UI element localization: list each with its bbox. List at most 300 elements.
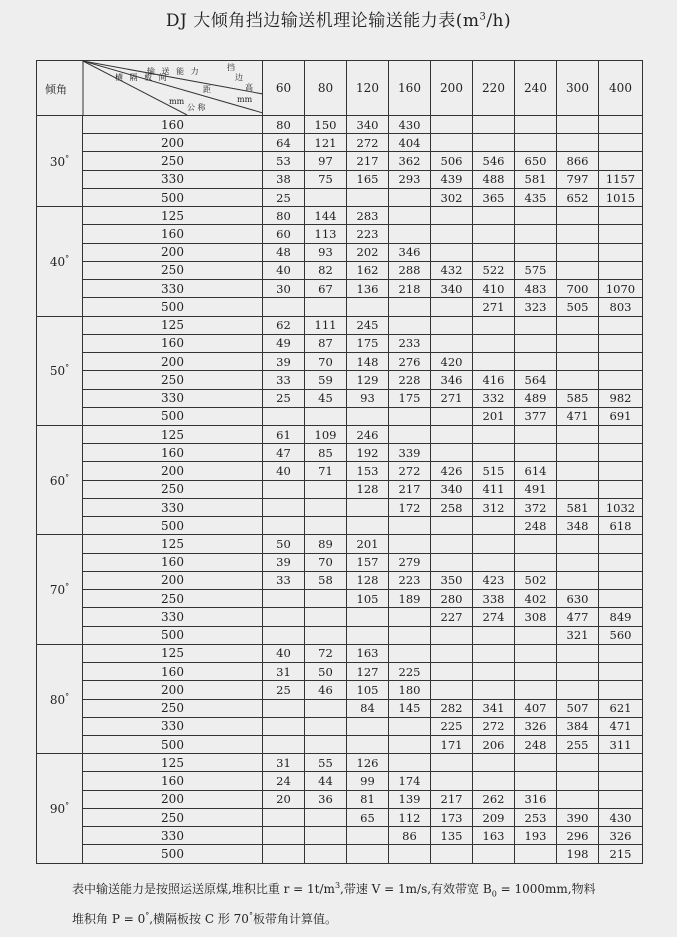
capacity-cell: 410 [473,280,515,298]
capacity-cell [389,535,431,553]
capacity-cell: 112 [389,808,431,826]
capacity-cell [599,134,643,152]
capacity-cell [515,425,557,443]
capacity-cell [347,498,389,516]
capacity-cell: 276 [389,353,431,371]
capacity-cell [473,425,515,443]
spacing-cell: 250 [83,152,263,170]
capacity-cell [389,425,431,443]
spacing-cell: 250 [83,480,263,498]
capacity-cell [557,571,599,589]
table-row [37,681,643,699]
capacity-cell [557,480,599,498]
table-row [37,134,643,152]
capacity-cell [431,845,473,864]
capacity-cell: 502 [515,571,557,589]
capacity-cell: 316 [515,790,557,808]
capacity-cell [389,626,431,644]
capacity-cell: 302 [431,188,473,206]
capacity-cell [599,371,643,389]
capacity-cell [263,699,305,717]
capacity-cell: 93 [305,243,347,261]
spacing-cell: 200 [83,681,263,699]
capacity-cell: 255 [557,735,599,753]
capacity-cell [431,754,473,772]
capacity-cell: 165 [347,170,389,188]
capacity-cell: 560 [599,626,643,644]
capacity-cell [431,207,473,225]
col-header: 160 [389,61,431,116]
capacity-cell [263,827,305,845]
capacity-cell [599,316,643,334]
table-row [37,535,643,553]
capacity-cell: 86 [389,827,431,845]
spacing-cell: 125 [83,316,263,334]
angle-value: 70 [49,583,66,598]
table-row [37,626,643,644]
capacity-cell [389,608,431,626]
capacity-cell: 172 [389,498,431,516]
capacity-cell: 70 [305,353,347,371]
angle-value: 80 [49,692,66,707]
capacity-cell [431,772,473,790]
spacing-cell: 330 [83,170,263,188]
capacity-cell [599,553,643,571]
capacity-cell [473,772,515,790]
capacity-cell [557,353,599,371]
capacity-cell: 201 [473,407,515,425]
table-row [37,371,643,389]
capacity-cell: 193 [515,827,557,845]
capacity-cell [389,407,431,425]
capacity-cell: 245 [347,316,389,334]
capacity-cell: 128 [347,571,389,589]
capacity-cell: 135 [431,827,473,845]
capacity-cell: 1015 [599,188,643,206]
table-row [37,316,643,334]
capacity-cell: 39 [263,353,305,371]
capacity-cell [305,517,347,535]
capacity-cell [473,116,515,134]
capacity-cell: 803 [599,298,643,316]
capacity-cell [599,425,643,443]
capacity-cell: 849 [599,608,643,626]
capacity-cell: 59 [305,371,347,389]
capacity-cell: 416 [473,371,515,389]
capacity-cell: 323 [515,298,557,316]
capacity-cell [431,535,473,553]
capacity-cell: 126 [347,754,389,772]
table-row [37,480,643,498]
capacity-cell: 71 [305,462,347,480]
table-row [37,498,643,516]
capacity-cell: 982 [599,389,643,407]
capacity-cell [515,353,557,371]
angle-header-label: 倾角 [45,83,67,96]
spacing-cell: 250 [83,699,263,717]
spacing-cell: 250 [83,371,263,389]
capacity-cell [473,681,515,699]
degree-symbol: ° [65,253,70,263]
capacity-cell [347,407,389,425]
capacity-cell: 650 [515,152,557,170]
capacity-cell: 85 [305,444,347,462]
capacity-cell: 55 [305,754,347,772]
header-nominal-label: 公 称 [187,103,206,112]
capacity-cell: 38 [263,170,305,188]
capacity-cell: 272 [473,717,515,735]
capacity-cell: 148 [347,353,389,371]
capacity-cell [431,298,473,316]
capacity-cell [389,517,431,535]
capacity-cell: 311 [599,735,643,753]
capacity-cell: 50 [305,663,347,681]
capacity-cell: 49 [263,334,305,352]
capacity-cell [347,845,389,864]
capacity-cell: 198 [557,845,599,864]
capacity-cell [557,225,599,243]
capacity-cell: 546 [473,152,515,170]
capacity-cell [431,243,473,261]
capacity-cell [515,225,557,243]
table-row [37,827,643,845]
spacing-cell: 500 [83,407,263,425]
capacity-cell [305,298,347,316]
capacity-cell [389,754,431,772]
table-row [37,389,643,407]
table-row [37,772,643,790]
header-corner-cell [37,61,263,116]
capacity-cell: 407 [515,699,557,717]
capacity-cell: 24 [263,772,305,790]
capacity-cell [347,517,389,535]
capacity-cell [431,407,473,425]
capacity-cell [473,663,515,681]
capacity-cell: 129 [347,371,389,389]
capacity-cell: 218 [389,280,431,298]
capacity-table [36,60,643,864]
capacity-cell: 348 [557,517,599,535]
table-row [37,298,643,316]
spacing-cell: 330 [83,498,263,516]
table-row [37,735,643,753]
capacity-cell: 58 [305,571,347,589]
capacity-cell [599,261,643,279]
spacing-cell: 250 [83,808,263,826]
capacity-cell: 581 [557,498,599,516]
capacity-cell [305,717,347,735]
capacity-cell: 25 [263,389,305,407]
page-title: DJ 大倾角挡边输送机理论输送能力表$(m^3/h)$ [165,11,512,31]
capacity-cell: 1157 [599,170,643,188]
capacity-cell [473,626,515,644]
capacity-cell [515,644,557,662]
capacity-cell [431,644,473,662]
capacity-cell: 340 [431,280,473,298]
degree-symbol: ° [65,472,70,482]
capacity-cell: 174 [389,772,431,790]
capacity-cell: 113 [305,225,347,243]
angle-cell [37,116,83,207]
capacity-cell: 157 [347,553,389,571]
capacity-cell: 471 [557,407,599,425]
capacity-cell [557,334,599,352]
col-header: 240 [515,61,557,116]
spacing-cell: 200 [83,790,263,808]
degree-symbol: ° [65,153,70,163]
table-row [37,808,643,826]
capacity-cell: 377 [515,407,557,425]
capacity-cell: 326 [599,827,643,845]
capacity-cell [473,754,515,772]
capacity-cell [557,134,599,152]
capacity-cell: 31 [263,754,305,772]
capacity-cell: 340 [431,480,473,498]
capacity-cell: 105 [347,681,389,699]
table-body [37,116,643,864]
capacity-cell: 866 [557,152,599,170]
table-row [37,425,643,443]
angle-value: 40 [49,254,66,269]
capacity-cell [431,444,473,462]
capacity-cell: 209 [473,808,515,826]
capacity-cell: 483 [515,280,557,298]
capacity-cell: 280 [431,590,473,608]
table-row [37,754,643,772]
capacity-cell [473,644,515,662]
spacing-cell: 125 [83,535,263,553]
capacity-cell [599,772,643,790]
capacity-cell [431,134,473,152]
spacing-cell: 160 [83,663,263,681]
capacity-cell: 82 [305,261,347,279]
capacity-cell: 340 [347,116,389,134]
spacing-cell: 330 [83,280,263,298]
spacing-cell: 500 [83,298,263,316]
capacity-cell: 362 [389,152,431,170]
capacity-cell: 505 [557,298,599,316]
capacity-cell: 489 [515,389,557,407]
capacity-cell [263,735,305,753]
capacity-cell [347,827,389,845]
capacity-cell: 423 [473,571,515,589]
capacity-cell: 430 [599,808,643,826]
capacity-cell: 81 [347,790,389,808]
capacity-cell: 45 [305,389,347,407]
table-row [37,188,643,206]
capacity-cell: 522 [473,261,515,279]
capacity-cell [599,754,643,772]
spacing-cell: 160 [83,553,263,571]
capacity-cell: 384 [557,717,599,735]
capacity-cell: 87 [305,334,347,352]
spacing-cell: 160 [83,772,263,790]
capacity-cell: 84 [347,699,389,717]
capacity-cell: 223 [389,571,431,589]
capacity-cell: 439 [431,170,473,188]
capacity-cell: 339 [389,444,431,462]
capacity-cell: 171 [431,735,473,753]
spacing-cell: 500 [83,188,263,206]
col-header: 80 [305,61,347,116]
capacity-cell: 25 [263,681,305,699]
capacity-cell: 338 [473,590,515,608]
capacity-cell: 296 [557,827,599,845]
capacity-cell [305,808,347,826]
capacity-cell: 145 [389,699,431,717]
capacity-cell [473,316,515,334]
col-header: 400 [599,61,643,116]
capacity-cell: 432 [431,261,473,279]
capacity-cell: 233 [389,334,431,352]
capacity-cell [431,225,473,243]
capacity-cell [515,754,557,772]
capacity-cell [599,225,643,243]
col-header: 220 [473,61,515,116]
capacity-cell [305,845,347,864]
capacity-cell [557,681,599,699]
spacing-cell: 200 [83,353,263,371]
capacity-cell [263,407,305,425]
header-height-label: 高 [245,83,253,92]
capacity-cell [389,316,431,334]
table-row [37,261,643,279]
header-edge-label: 边 [235,73,243,82]
capacity-cell [599,207,643,225]
capacity-cell: 40 [263,261,305,279]
spacing-cell: 500 [83,845,263,864]
capacity-cell [515,243,557,261]
capacity-cell: 121 [305,134,347,152]
capacity-cell [473,334,515,352]
table-row [37,116,643,134]
capacity-cell: 202 [347,243,389,261]
capacity-cell [599,353,643,371]
capacity-cell [305,735,347,753]
capacity-cell: 228 [389,371,431,389]
table-row [37,790,643,808]
table-row [37,644,643,662]
spacing-cell: 200 [83,571,263,589]
capacity-cell [431,626,473,644]
capacity-cell: 271 [431,389,473,407]
spacing-cell: 160 [83,444,263,462]
capacity-cell: 411 [473,480,515,498]
spacing-cell: 160 [83,225,263,243]
capacity-cell: 420 [431,353,473,371]
capacity-cell [557,207,599,225]
col-header: 300 [557,61,599,116]
table-row [37,243,643,261]
capacity-cell: 40 [263,644,305,662]
capacity-cell: 136 [347,280,389,298]
capacity-cell [557,462,599,480]
capacity-cell: 67 [305,280,347,298]
capacity-cell [431,116,473,134]
capacity-cell: 144 [305,207,347,225]
capacity-cell [599,444,643,462]
capacity-cell: 89 [305,535,347,553]
table-row [37,407,643,425]
capacity-cell [515,626,557,644]
capacity-cell [557,243,599,261]
footnote [72,875,662,930]
capacity-cell [557,425,599,443]
capacity-cell [263,480,305,498]
col-header: 60 [263,61,305,116]
capacity-cell: 258 [431,498,473,516]
table-row [37,517,643,535]
table-row [37,717,643,735]
capacity-cell [599,334,643,352]
capacity-cell: 61 [263,425,305,443]
capacity-cell [431,553,473,571]
table-row [37,225,643,243]
capacity-cell [389,717,431,735]
capacity-cell: 621 [599,699,643,717]
capacity-cell [557,790,599,808]
capacity-cell: 201 [347,535,389,553]
capacity-cell [347,188,389,206]
capacity-cell [347,717,389,735]
capacity-cell [263,717,305,735]
capacity-cell [263,590,305,608]
spacing-cell: 500 [83,626,263,644]
header-capacity-label: 输 送 能 力 [147,67,201,76]
spacing-cell: 200 [83,243,263,261]
capacity-cell: 272 [347,134,389,152]
capacity-cell [599,535,643,553]
capacity-cell: 99 [347,772,389,790]
capacity-cell: 105 [347,590,389,608]
table-row [37,699,643,717]
capacity-cell: 225 [431,717,473,735]
capacity-cell [515,663,557,681]
angle-value: 50 [49,364,66,379]
capacity-cell: 97 [305,152,347,170]
capacity-cell [599,243,643,261]
capacity-cell [515,316,557,334]
capacity-cell: 60 [263,225,305,243]
capacity-cell: 139 [389,790,431,808]
capacity-cell: 206 [473,735,515,753]
capacity-cell: 93 [347,389,389,407]
capacity-cell [305,480,347,498]
capacity-cell: 283 [347,207,389,225]
col-header: 200 [431,61,473,116]
capacity-cell [599,590,643,608]
capacity-cell: 39 [263,553,305,571]
capacity-cell: 80 [263,207,305,225]
spacing-cell: 330 [83,389,263,407]
degree-symbol: ° [65,691,70,701]
capacity-cell: 163 [347,644,389,662]
angle-value: 30 [49,154,66,169]
capacity-cell [347,298,389,316]
header-mm-unit: mm [237,95,253,104]
capacity-cell: 53 [263,152,305,170]
capacity-cell: 248 [515,735,557,753]
capacity-cell [389,188,431,206]
capacity-cell [557,644,599,662]
capacity-cell: 111 [305,316,347,334]
capacity-cell: 64 [263,134,305,152]
capacity-cell: 585 [557,389,599,407]
capacity-cell [515,845,557,864]
table-row [37,152,643,170]
capacity-cell [599,663,643,681]
capacity-cell: 365 [473,188,515,206]
